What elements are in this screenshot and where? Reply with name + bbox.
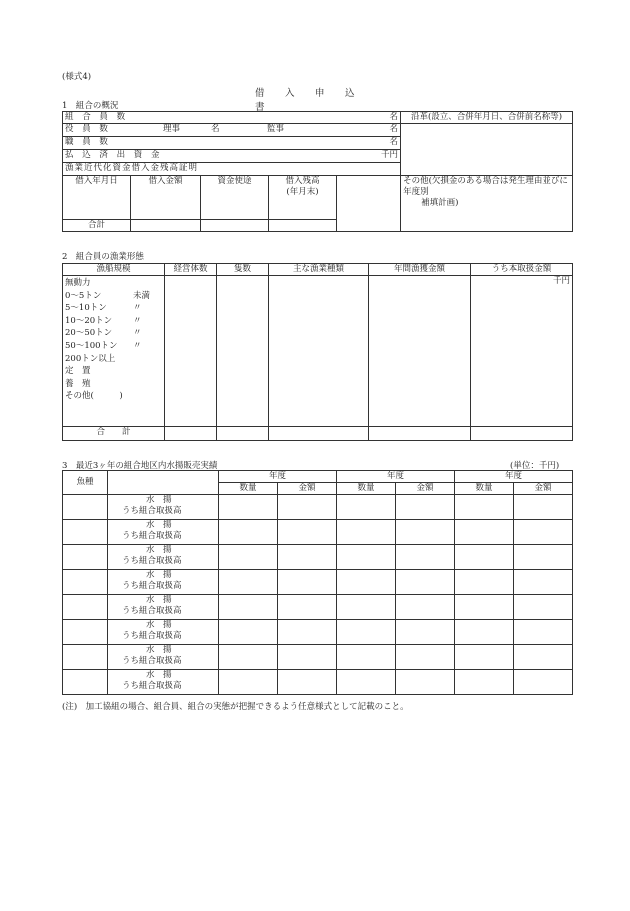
total-cell	[165, 427, 217, 441]
qty-field	[219, 495, 278, 520]
sales-type-label	[108, 520, 219, 545]
amount-field	[396, 545, 455, 570]
species-field	[63, 620, 108, 645]
staff-label: 職 員 数	[65, 137, 111, 147]
cert-spacer	[337, 176, 401, 232]
auditors-unit: 名	[389, 124, 399, 134]
qty-field	[337, 570, 396, 595]
handled-field	[471, 276, 573, 427]
year-header: 年度	[219, 471, 337, 483]
other-label-2: 補填計画)	[421, 198, 459, 208]
loan-amount-header: 借入金額	[131, 176, 201, 220]
form-label: (様式4)	[62, 72, 92, 82]
amount-field	[278, 670, 337, 695]
cert-label: 漁業近代化資金借入金残高証明	[63, 163, 401, 176]
col-handled: うち本取扱金額	[471, 264, 573, 276]
qty-header: 数量	[219, 483, 278, 495]
amount-header: 金額	[396, 483, 455, 495]
total-cell	[269, 427, 369, 441]
landing-label: 水 揚	[146, 670, 172, 680]
vessel-size-list	[63, 276, 165, 427]
amount-field	[396, 595, 455, 620]
qty-field	[455, 520, 514, 545]
staff-unit: 名	[389, 137, 399, 147]
year-header: 年度	[337, 471, 455, 483]
sales-type-label	[108, 620, 219, 645]
amount-field	[278, 620, 337, 645]
section1-table	[62, 111, 573, 232]
other-section	[401, 176, 573, 232]
sales-type-label	[108, 495, 219, 520]
amount-header: 金額	[278, 483, 337, 495]
amount-field	[396, 645, 455, 670]
qty-field	[219, 620, 278, 645]
amount-field	[278, 495, 337, 520]
landing-label: 水 揚	[146, 645, 172, 655]
vessel-row: 養 殖	[65, 378, 91, 389]
officers-row	[63, 124, 401, 137]
amount-field	[278, 545, 337, 570]
qty-field	[455, 545, 514, 570]
total-cell	[471, 427, 573, 441]
qty-field	[219, 570, 278, 595]
members-label: 組 合 員 数	[65, 112, 129, 122]
qty-field	[219, 645, 278, 670]
amount-field	[514, 595, 573, 620]
history-field	[401, 124, 573, 176]
footnote: (注) 加工協組の場合、組合員、組合の実態が把握できるよう任意様式として記載のこと。	[62, 702, 409, 712]
capital-unit: 千円	[381, 150, 399, 160]
qty-field	[219, 595, 278, 620]
amount-field	[514, 645, 573, 670]
col-vessel-size: 漁船規模	[63, 264, 165, 276]
members-unit: 名	[389, 112, 399, 122]
amount-field	[514, 545, 573, 570]
amount-field	[278, 570, 337, 595]
other-label: その他(欠損金のある場合は発生理由並びに年度別	[403, 176, 568, 197]
title-char: 借	[255, 88, 265, 99]
handled-label: うち組合取扱高	[122, 631, 182, 641]
qty-field	[337, 620, 396, 645]
fishery-type-field	[269, 276, 369, 427]
loan-balance-header: 借入残高 (年月末)	[269, 176, 337, 220]
directors-unit: 名	[211, 124, 220, 134]
species-header: 魚種	[63, 471, 108, 495]
capital-label: 払 込 済 出 資 金	[65, 150, 163, 160]
handled-label: うち組合取扱高	[122, 556, 182, 566]
col-annual-catch: 年間漁獲金額	[369, 264, 471, 276]
sales-row	[63, 545, 573, 570]
sales-row	[63, 570, 573, 595]
species-field	[63, 595, 108, 620]
handled-label: うち組合取扱高	[122, 606, 182, 616]
staff-row	[63, 137, 401, 150]
title-char: 申	[315, 88, 325, 99]
qty-field	[219, 520, 278, 545]
amount-field	[278, 520, 337, 545]
qty-field	[455, 595, 514, 620]
amount-field	[396, 570, 455, 595]
species-field	[63, 495, 108, 520]
handled-label: うち組合取扱高	[122, 656, 182, 666]
qty-field	[337, 545, 396, 570]
vessel-row: 200トン以上	[65, 353, 116, 364]
section3-unit: (単位：千円)	[510, 461, 560, 471]
species-field	[63, 545, 108, 570]
qty-field	[337, 495, 396, 520]
amount-field	[396, 520, 455, 545]
qty-field	[455, 620, 514, 645]
amount-field	[514, 570, 573, 595]
sales-row	[63, 670, 573, 695]
year-header: 年度	[455, 471, 573, 483]
section2-total-label: 合 計	[63, 427, 165, 441]
species-field	[63, 670, 108, 695]
amount-field	[278, 595, 337, 620]
history-label: 沿革(設立、合併年月日、合併前名称等)	[401, 112, 573, 124]
title-char: 入	[285, 88, 295, 99]
loan-date-header: 借入年月日	[63, 176, 131, 220]
landing-label: 水 揚	[146, 495, 172, 505]
sales-row	[63, 645, 573, 670]
section3-table	[62, 470, 573, 695]
total-cell	[369, 427, 471, 441]
species-field	[63, 520, 108, 545]
type-header	[108, 471, 219, 495]
sales-row	[63, 595, 573, 620]
loan-use-header: 資金使途	[201, 176, 269, 220]
vessel-row: 0〜5トン 未満	[65, 290, 151, 301]
qty-header: 数量	[455, 483, 514, 495]
landing-label: 水 揚	[146, 620, 172, 630]
landing-label: 水 揚	[146, 520, 172, 530]
vessel-row: その他( )	[65, 391, 123, 402]
qty-field	[337, 670, 396, 695]
annual-catch-field	[369, 276, 471, 427]
col-entities: 経営体数	[165, 264, 217, 276]
document-title	[255, 85, 375, 113]
vessel-row: 50〜100トン 〃	[65, 340, 142, 351]
vessel-row: 20〜50トン 〃	[65, 328, 142, 339]
title-char: 込	[345, 88, 355, 99]
handled-label: うち組合取扱高	[122, 681, 182, 691]
handled-label: うち組合取扱高	[122, 581, 182, 591]
loan-total-label: 合計	[63, 220, 131, 232]
auditors-label: 監事	[267, 124, 285, 134]
amount-header: 金額	[514, 483, 573, 495]
amount-field	[514, 495, 573, 520]
landing-label: 水 揚	[146, 595, 172, 605]
section1-heading: 1 組合の概況	[62, 101, 119, 111]
sales-type-label	[108, 645, 219, 670]
loan-total-amount	[131, 220, 201, 232]
handled-label: うち組合取扱高	[122, 506, 182, 516]
section2-table	[62, 263, 573, 441]
sales-row	[63, 520, 573, 545]
qty-field	[455, 495, 514, 520]
amount-field	[514, 620, 573, 645]
sales-type-label	[108, 670, 219, 695]
qty-field	[455, 645, 514, 670]
vessel-row: 無動力	[65, 278, 91, 288]
qty-field	[337, 595, 396, 620]
members-row	[63, 112, 401, 124]
qty-field	[219, 670, 278, 695]
amount-field	[396, 670, 455, 695]
qty-field	[455, 570, 514, 595]
landing-label: 水 揚	[146, 570, 172, 580]
sales-row	[63, 620, 573, 645]
qty-field	[337, 520, 396, 545]
vessel-row: 定 置	[65, 366, 91, 377]
entities-field	[165, 276, 217, 427]
qty-header: 数量	[337, 483, 396, 495]
sales-type-label	[108, 570, 219, 595]
directors-label: 理事	[163, 124, 181, 134]
capital-row	[63, 150, 401, 163]
loan-total-balance	[269, 220, 337, 232]
amount-field	[514, 670, 573, 695]
officers-label: 役 員 数	[65, 124, 111, 134]
col-fishery-type: 主な漁業種類	[269, 264, 369, 276]
vessel-row: 5〜10トン 〃	[65, 303, 142, 314]
handled-label: うち組合取扱高	[122, 531, 182, 541]
sales-row	[63, 495, 573, 520]
vessel-row: 10〜20トン 〃	[65, 315, 142, 326]
section3-heading: 3 最近3ヶ年の組合地区内水揚販売実績	[62, 461, 218, 471]
title-char: 書	[255, 102, 265, 113]
qty-field	[219, 545, 278, 570]
qty-field	[337, 645, 396, 670]
amount-field	[514, 520, 573, 545]
amount-field	[396, 620, 455, 645]
species-field	[63, 645, 108, 670]
total-cell	[217, 427, 269, 441]
section2-heading: 2 組合員の漁業形態	[62, 252, 144, 262]
sales-type-label	[108, 595, 219, 620]
amount-field	[396, 495, 455, 520]
qty-field	[455, 670, 514, 695]
sales-type-label	[108, 545, 219, 570]
loan-total-use	[201, 220, 269, 232]
species-field	[63, 570, 108, 595]
handled-unit: 千円	[552, 276, 570, 286]
landing-label: 水 揚	[146, 545, 172, 555]
boats-field	[217, 276, 269, 427]
col-boats: 隻数	[217, 264, 269, 276]
amount-field	[278, 645, 337, 670]
